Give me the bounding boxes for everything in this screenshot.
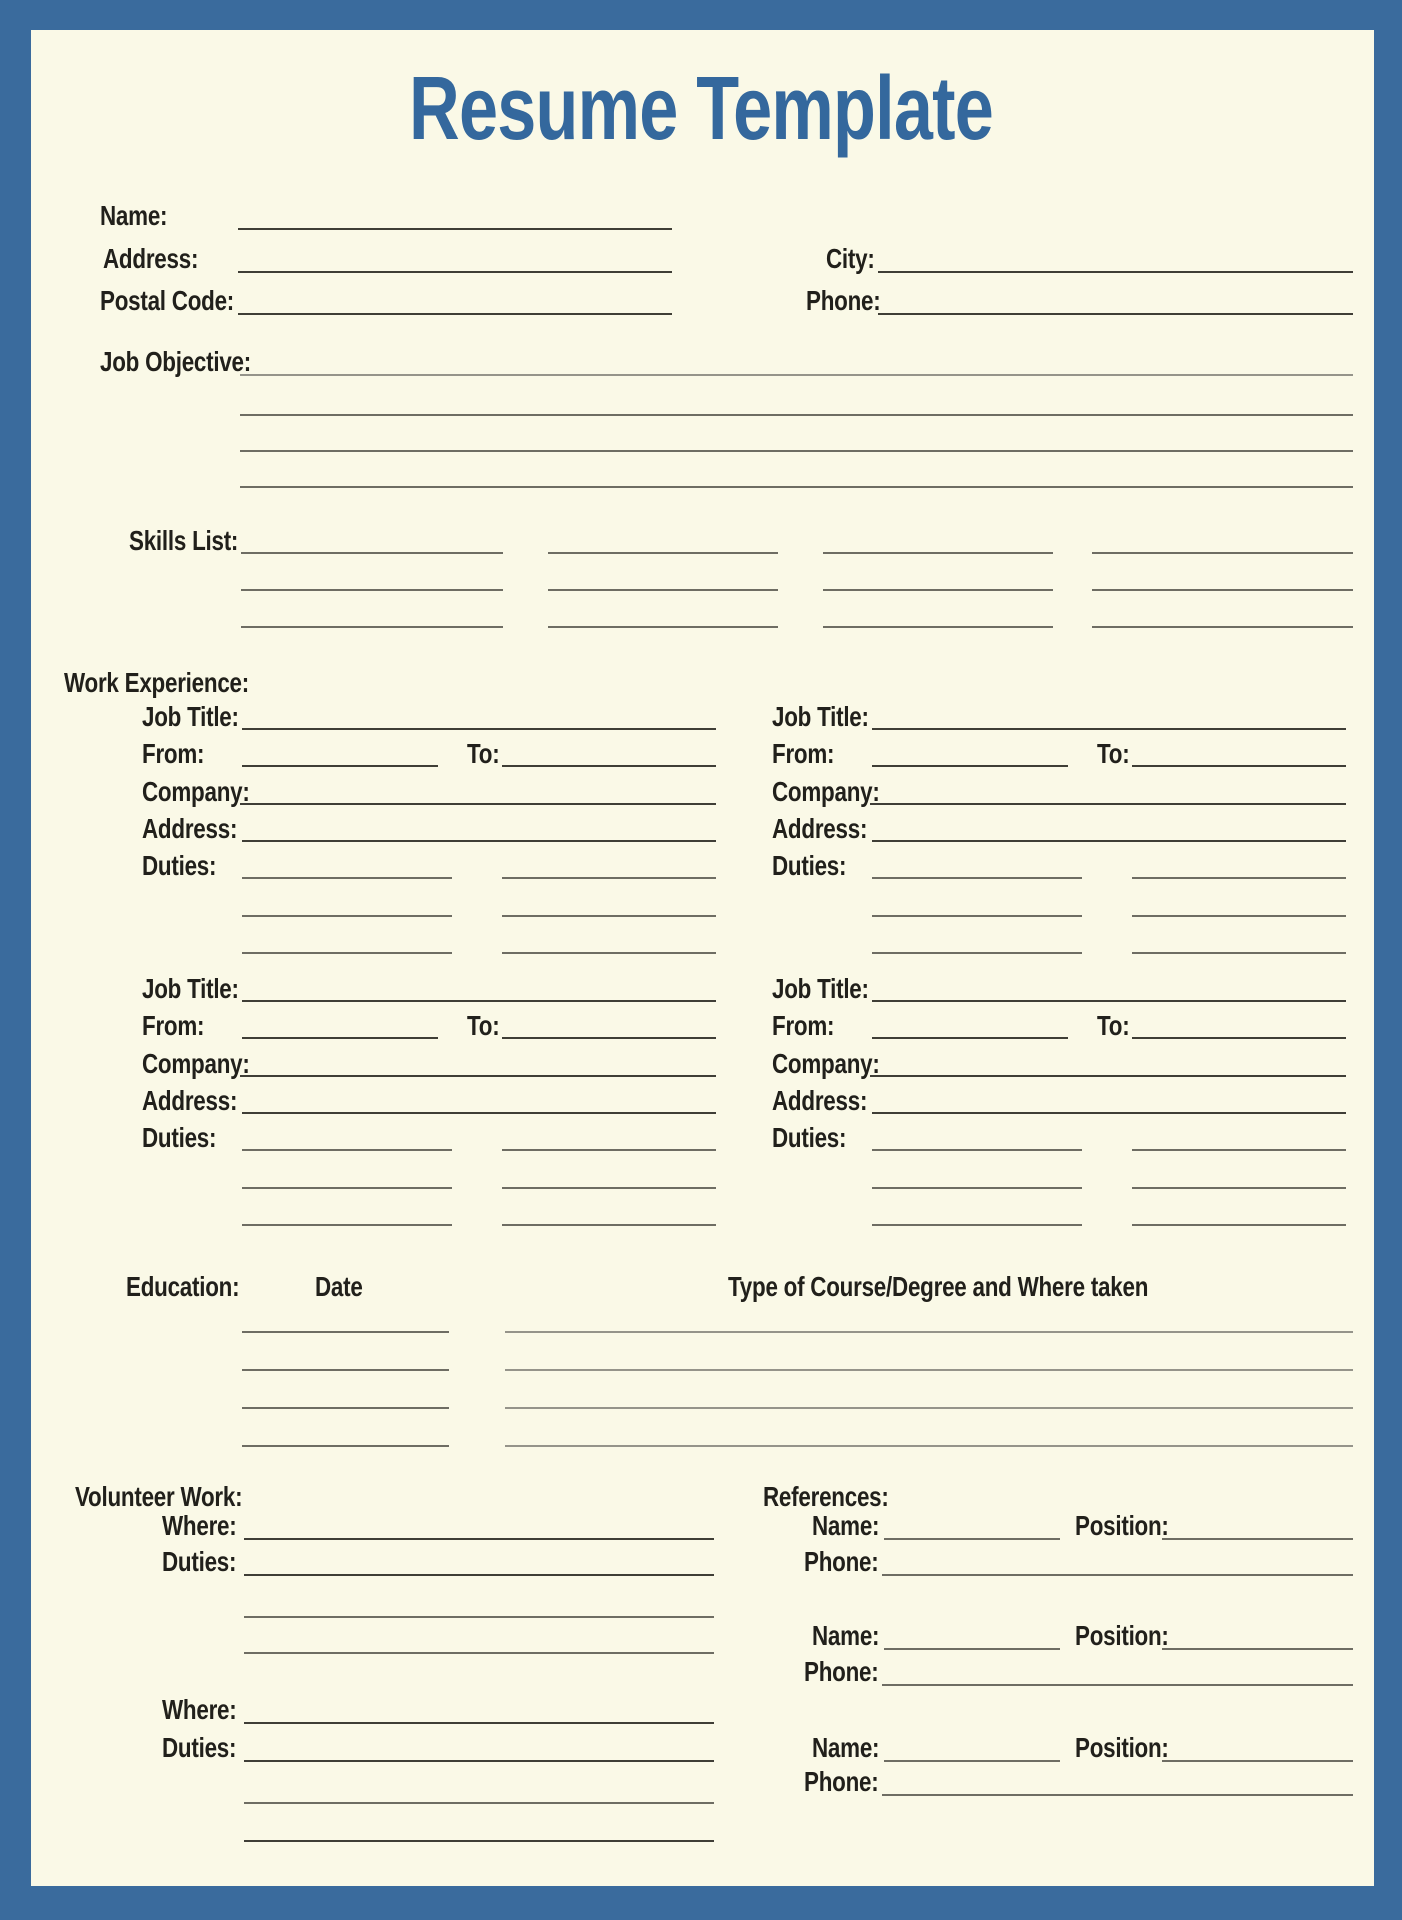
education-date-line [242,1445,449,1447]
duty-line [502,1149,716,1151]
job-title-label: Job Title: [772,973,869,1004]
duty-line [502,952,716,954]
company-label: Company: [142,1048,250,1079]
education-course-header: Type of Course/Degree and Where taken [728,1271,1149,1302]
education-date-line [242,1369,449,1371]
duty-line [872,1187,1082,1189]
page-title: Resume Template [409,59,993,159]
duty-line [242,952,452,954]
from-line [872,1037,1068,1039]
phone-line [878,313,1353,315]
to-line [502,765,716,767]
job-entry-3 [142,972,716,1238]
job-title-line [872,1000,1346,1002]
job-objective-line-2 [240,414,1353,416]
duty-line [502,877,716,879]
reference-name-line [884,1760,1060,1762]
volunteer-where-label: Where: [162,1510,237,1541]
volunteer-duties-line [244,1574,714,1576]
job-entry-1 [142,700,716,966]
from-label: From: [142,738,205,769]
reference-phone-line [882,1684,1353,1686]
name-line [238,228,672,230]
education-date-header: Date [315,1271,363,1302]
reference-phone-label: Phone: [804,1546,879,1577]
volunteer-duties-label: Duties: [162,1732,237,1763]
duty-line [242,1224,452,1226]
job-objective-line-3 [240,450,1353,452]
skill-line [1092,552,1353,554]
address-line [242,840,716,842]
job-title-line [242,1000,716,1002]
reference-name-line [884,1648,1060,1650]
address-line [872,840,1346,842]
postal-code-line [238,313,672,315]
job-objective-line-1 [240,374,1353,376]
duty-line [242,1149,452,1151]
duty-line [1132,1224,1346,1226]
duty-line [502,915,716,917]
to-line [1132,765,1346,767]
from-label: From: [142,1010,205,1041]
duty-line [872,915,1082,917]
skill-line [823,552,1053,554]
job-title-line [872,728,1346,730]
duty-line [502,1224,716,1226]
address-line [872,1112,1346,1114]
reference-name-label: Name: [812,1510,880,1541]
address-line [238,271,672,273]
company-line [870,1075,1346,1077]
to-label: To: [467,1010,500,1041]
volunteer-duties-line [244,1760,714,1762]
reference-phone-label: Phone: [804,1656,879,1687]
volunteer-where-line [244,1538,714,1540]
company-line [240,803,716,805]
company-label: Company: [772,1048,880,1079]
company-line [870,803,1346,805]
reference-position-label: Position: [1075,1510,1169,1541]
reference-phone-label: Phone: [804,1766,879,1797]
work-experience-heading: Work Experience: [64,667,249,698]
volunteer-where-line [244,1722,714,1724]
duty-line [872,1224,1082,1226]
job-title-label: Job Title: [142,701,239,732]
duty-line [1132,877,1346,879]
from-line [242,765,438,767]
to-label: To: [1097,1010,1130,1041]
from-label: From: [772,738,835,769]
address-label: Address: [772,813,868,844]
duty-line [502,1187,716,1189]
company-line [240,1075,716,1077]
duty-line [242,1187,452,1189]
job-title-line [242,728,716,730]
education-heading: Education: [126,1271,240,1302]
education-date-line [242,1331,449,1333]
skill-line [548,552,778,554]
job-objective-label: Job Objective: [100,346,251,377]
duties-label: Duties: [142,850,217,881]
job-title-label: Job Title: [772,701,869,732]
skill-line [241,589,503,591]
volunteer-duties-label: Duties: [162,1546,237,1577]
skills-list-label: Skills List: [129,525,239,556]
reference-name-label: Name: [812,1732,880,1763]
company-label: Company: [772,776,880,807]
company-label: Company: [142,776,250,807]
reference-phone-line [882,1574,1353,1576]
job-entry-2 [772,700,1346,966]
education-date-line [242,1407,449,1409]
skill-line [548,626,778,628]
skill-line [823,589,1053,591]
reference-position-label: Position: [1075,1620,1169,1651]
skill-line [548,589,778,591]
volunteer-duties-line [244,1616,714,1618]
address-line [242,1112,716,1114]
volunteer-duties-line [244,1802,714,1804]
reference-position-line [1162,1648,1353,1650]
duties-label: Duties: [772,850,847,881]
education-course-line [505,1445,1353,1447]
volunteer-duties-line [244,1652,714,1654]
volunteer-duties-line [244,1840,714,1842]
education-course-line [505,1407,1353,1409]
to-line [1132,1037,1346,1039]
phone-label: Phone: [806,285,881,316]
reference-position-line [1162,1538,1353,1540]
reference-name-label: Name: [812,1620,880,1651]
duties-label: Duties: [772,1122,847,1153]
city-line [878,271,1353,273]
to-line [502,1037,716,1039]
skill-line [241,552,503,554]
address-label: Address: [103,243,199,274]
duty-line [242,915,452,917]
job-entry-4 [772,972,1346,1238]
duties-label: Duties: [142,1122,217,1153]
duty-line [1132,915,1346,917]
education-course-line [505,1369,1353,1371]
address-label: Address: [142,813,238,844]
duty-line [242,877,452,879]
reference-position-line [1162,1760,1353,1762]
skill-line [241,626,503,628]
from-label: From: [772,1010,835,1041]
duty-line [1132,1187,1346,1189]
references-heading: References: [763,1481,889,1512]
postal-code-label: Postal Code: [100,285,235,316]
name-label: Name: [100,200,168,231]
job-title-label: Job Title: [142,973,239,1004]
volunteer-work-heading: Volunteer Work: [75,1481,243,1512]
from-line [242,1037,438,1039]
reference-name-line [884,1538,1060,1540]
duty-line [1132,1149,1346,1151]
to-label: To: [467,738,500,769]
skill-line [1092,626,1353,628]
duty-line [1132,952,1346,954]
from-line [872,765,1068,767]
job-objective-line-4 [240,486,1353,488]
duty-line [872,877,1082,879]
to-label: To: [1097,738,1130,769]
skill-line [823,626,1053,628]
city-label: City: [826,243,875,274]
duty-line [872,1149,1082,1151]
address-label: Address: [142,1085,238,1116]
education-course-line [505,1331,1353,1333]
skill-line [1092,589,1353,591]
address-label: Address: [772,1085,868,1116]
volunteer-where-label: Where: [162,1694,237,1725]
reference-phone-line [882,1794,1353,1796]
duty-line [872,952,1082,954]
reference-position-label: Position: [1075,1732,1169,1763]
